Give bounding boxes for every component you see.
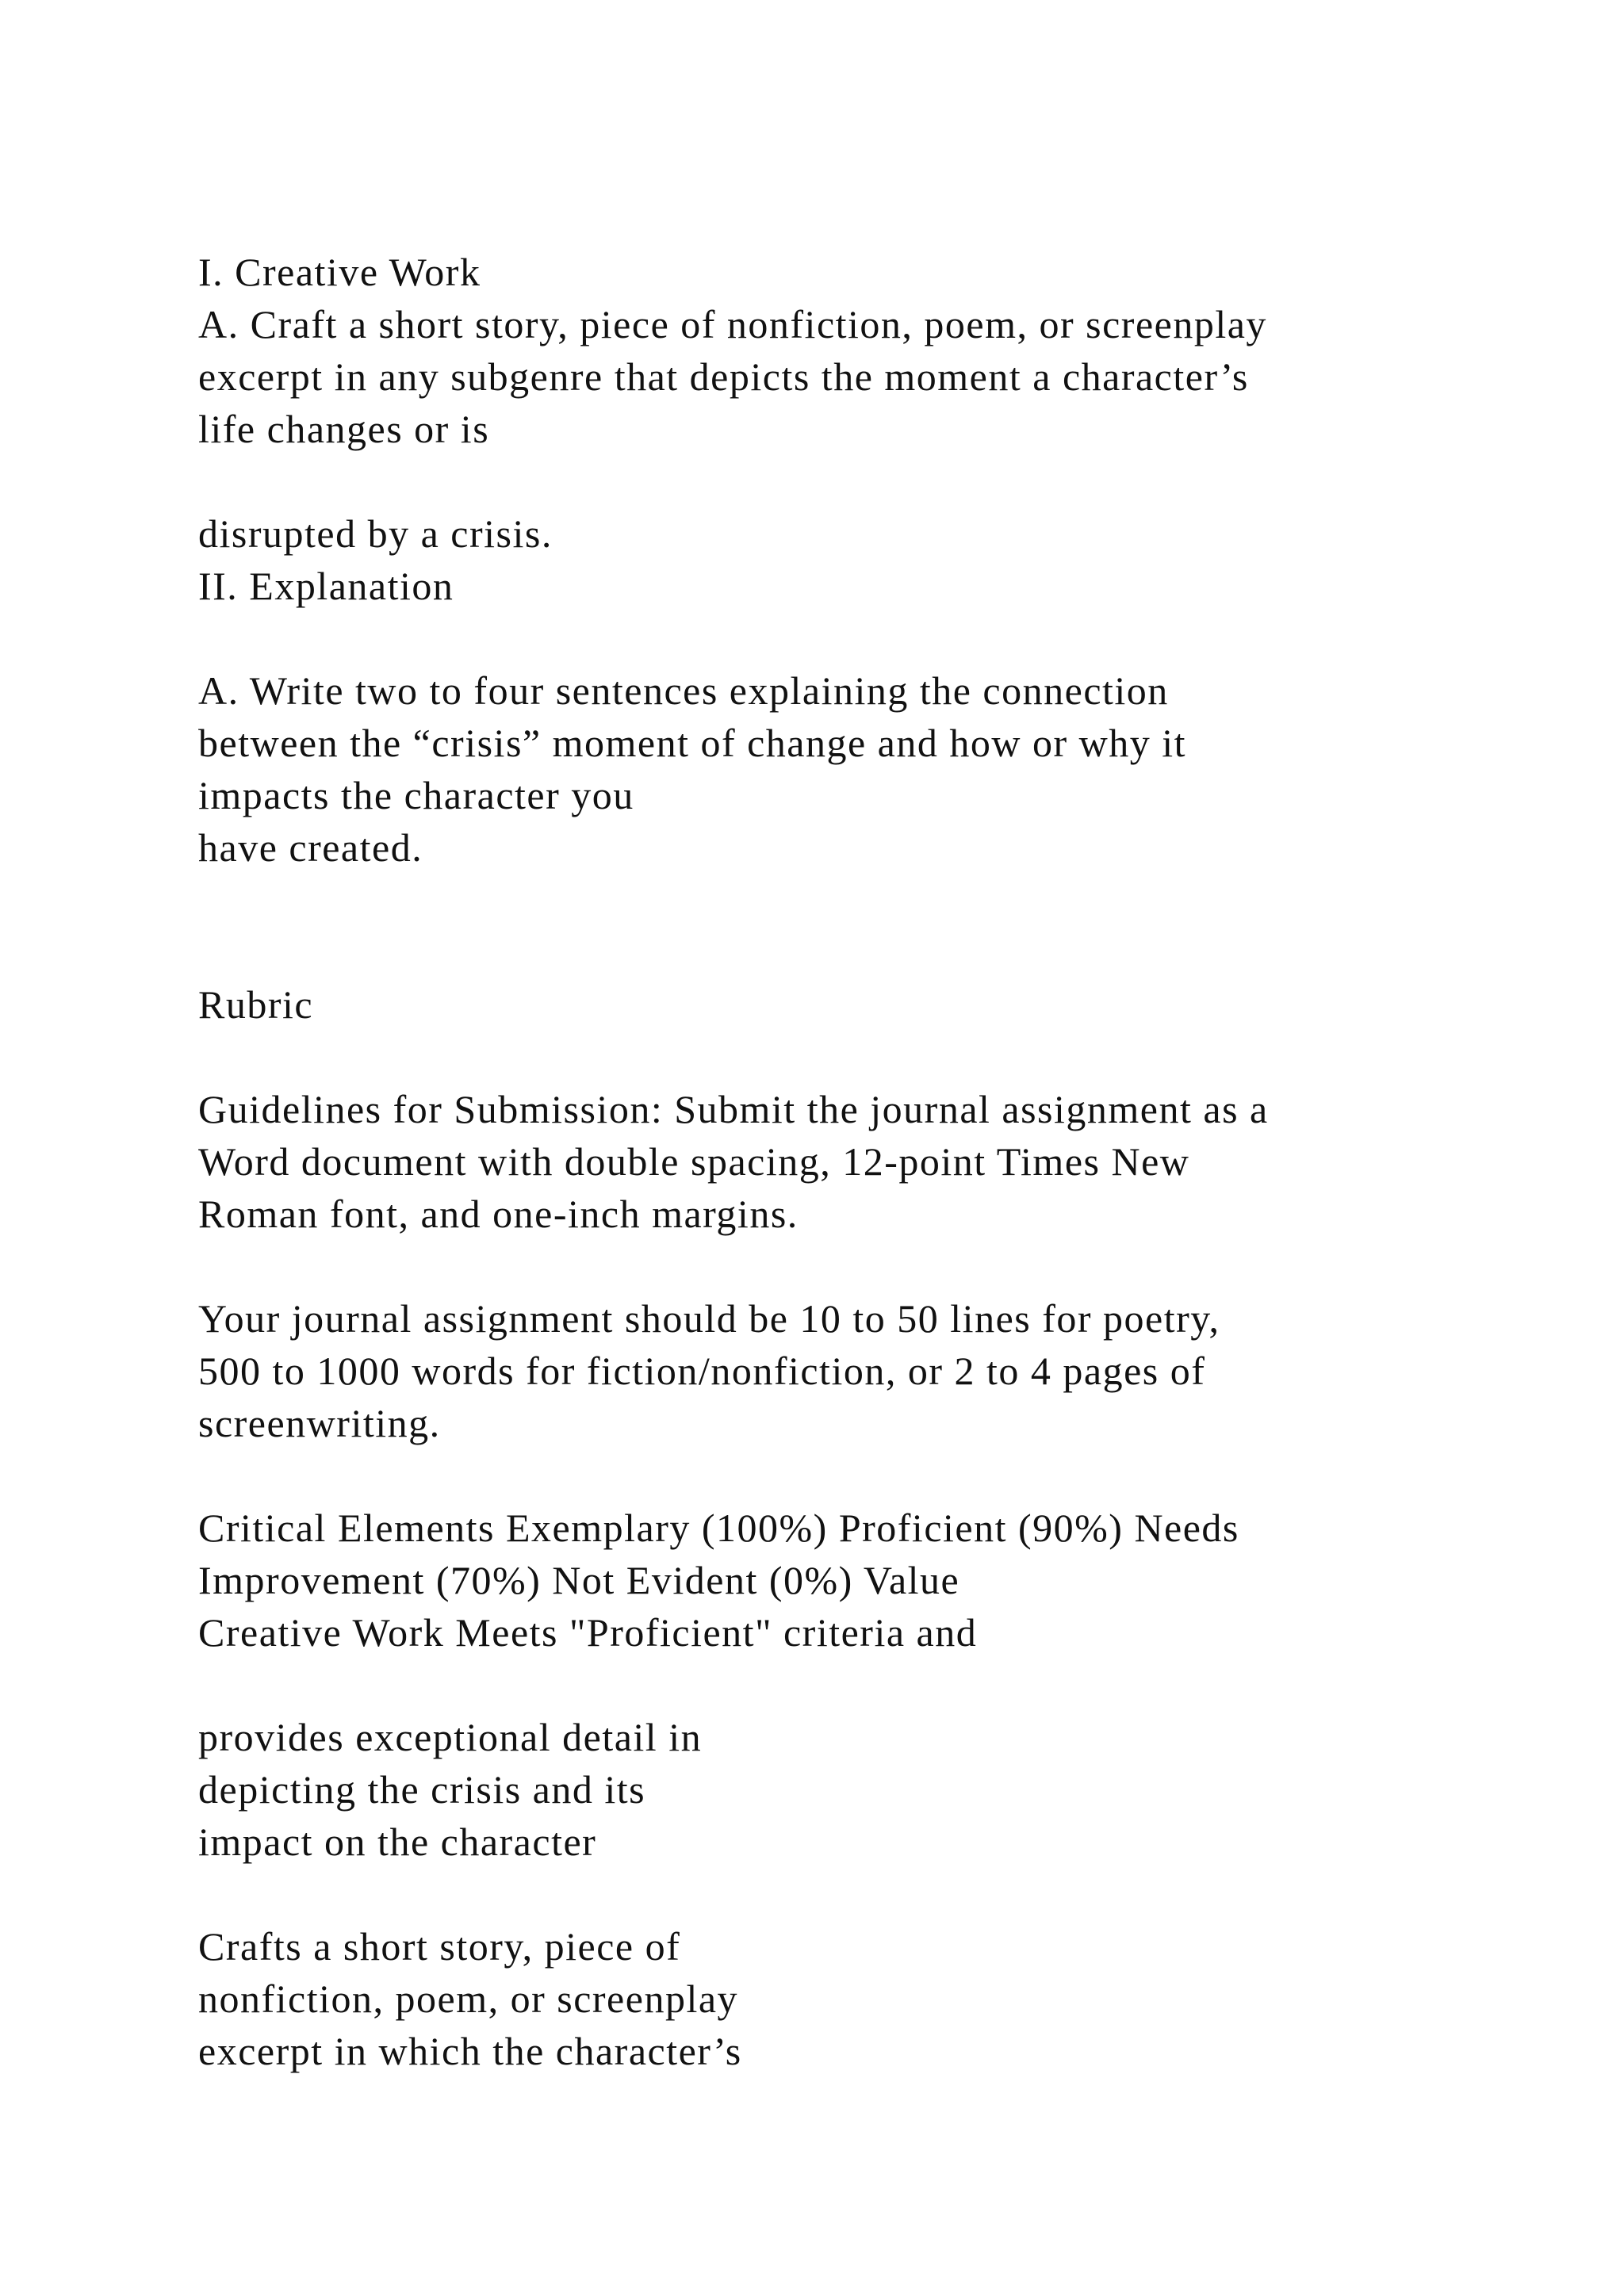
text-line: impacts the character you	[198, 773, 634, 817]
text-line: nonfiction, poem, or screenplay	[198, 1976, 739, 2021]
blank-line	[198, 1659, 1467, 1711]
text-line: between the “crisis” moment of change and how or why it	[198, 721, 1187, 765]
heading-creative-work: I. Creative Work	[198, 250, 481, 294]
text-line: Your journal assignment should be 10 to 50 lines for poetry,	[198, 1296, 1220, 1341]
text-line: Guidelines for Submission: Submit the journal assignment as a	[198, 1087, 1269, 1131]
text-line: excerpt in which the character’s	[198, 2029, 742, 2073]
text-line: depicting the crisis and its	[198, 1767, 646, 1812]
blank-line	[198, 926, 1467, 978]
text-line: Improvement (70%) Not Evident (0%) Value	[198, 1558, 960, 1602]
blank-line	[198, 1449, 1467, 1502]
text-line: impact on the character	[198, 1820, 597, 1864]
heading-rubric: Rubric	[198, 982, 314, 1027]
text-line: Critical Elements Exemplary (100%) Proficient (90%) Needs	[198, 1506, 1239, 1550]
blank-line	[198, 1031, 1467, 1083]
text-line: screenwriting.	[198, 1401, 441, 1445]
blank-line	[198, 1240, 1467, 1292]
text-line: excerpt in any subgenre that depicts the moment a character’s	[198, 354, 1249, 399]
document-body	[198, 246, 1467, 2077]
text-line: Roman font, and one-inch margins.	[198, 1192, 799, 1236]
text-line: Crafts a short story, piece of	[198, 1924, 681, 1969]
text-line: Word document with double spacing, 12-point Times New	[198, 1139, 1190, 1184]
text-line: have created.	[198, 825, 423, 870]
blank-line	[198, 612, 1467, 664]
text-line: 500 to 1000 words for fiction/nonfiction, or 2 to 4 pages of	[198, 1349, 1206, 1393]
blank-line	[198, 1868, 1467, 1920]
text-line: disrupted by a crisis.	[198, 511, 553, 556]
blank-line	[198, 874, 1467, 926]
text-line: A. Craft a short story, piece of nonfiction, poem, or screenplay	[198, 302, 1267, 346]
text-line: provides exceptional detail in	[198, 1715, 703, 1759]
text-line: A. Write two to four sentences explaining the connection	[198, 668, 1169, 713]
heading-explanation: II. Explanation	[198, 564, 454, 608]
text-line: Creative Work Meets "Proficient" criteria and	[198, 1610, 978, 1655]
blank-line	[198, 455, 1467, 507]
text-line: life changes or is	[198, 407, 490, 451]
